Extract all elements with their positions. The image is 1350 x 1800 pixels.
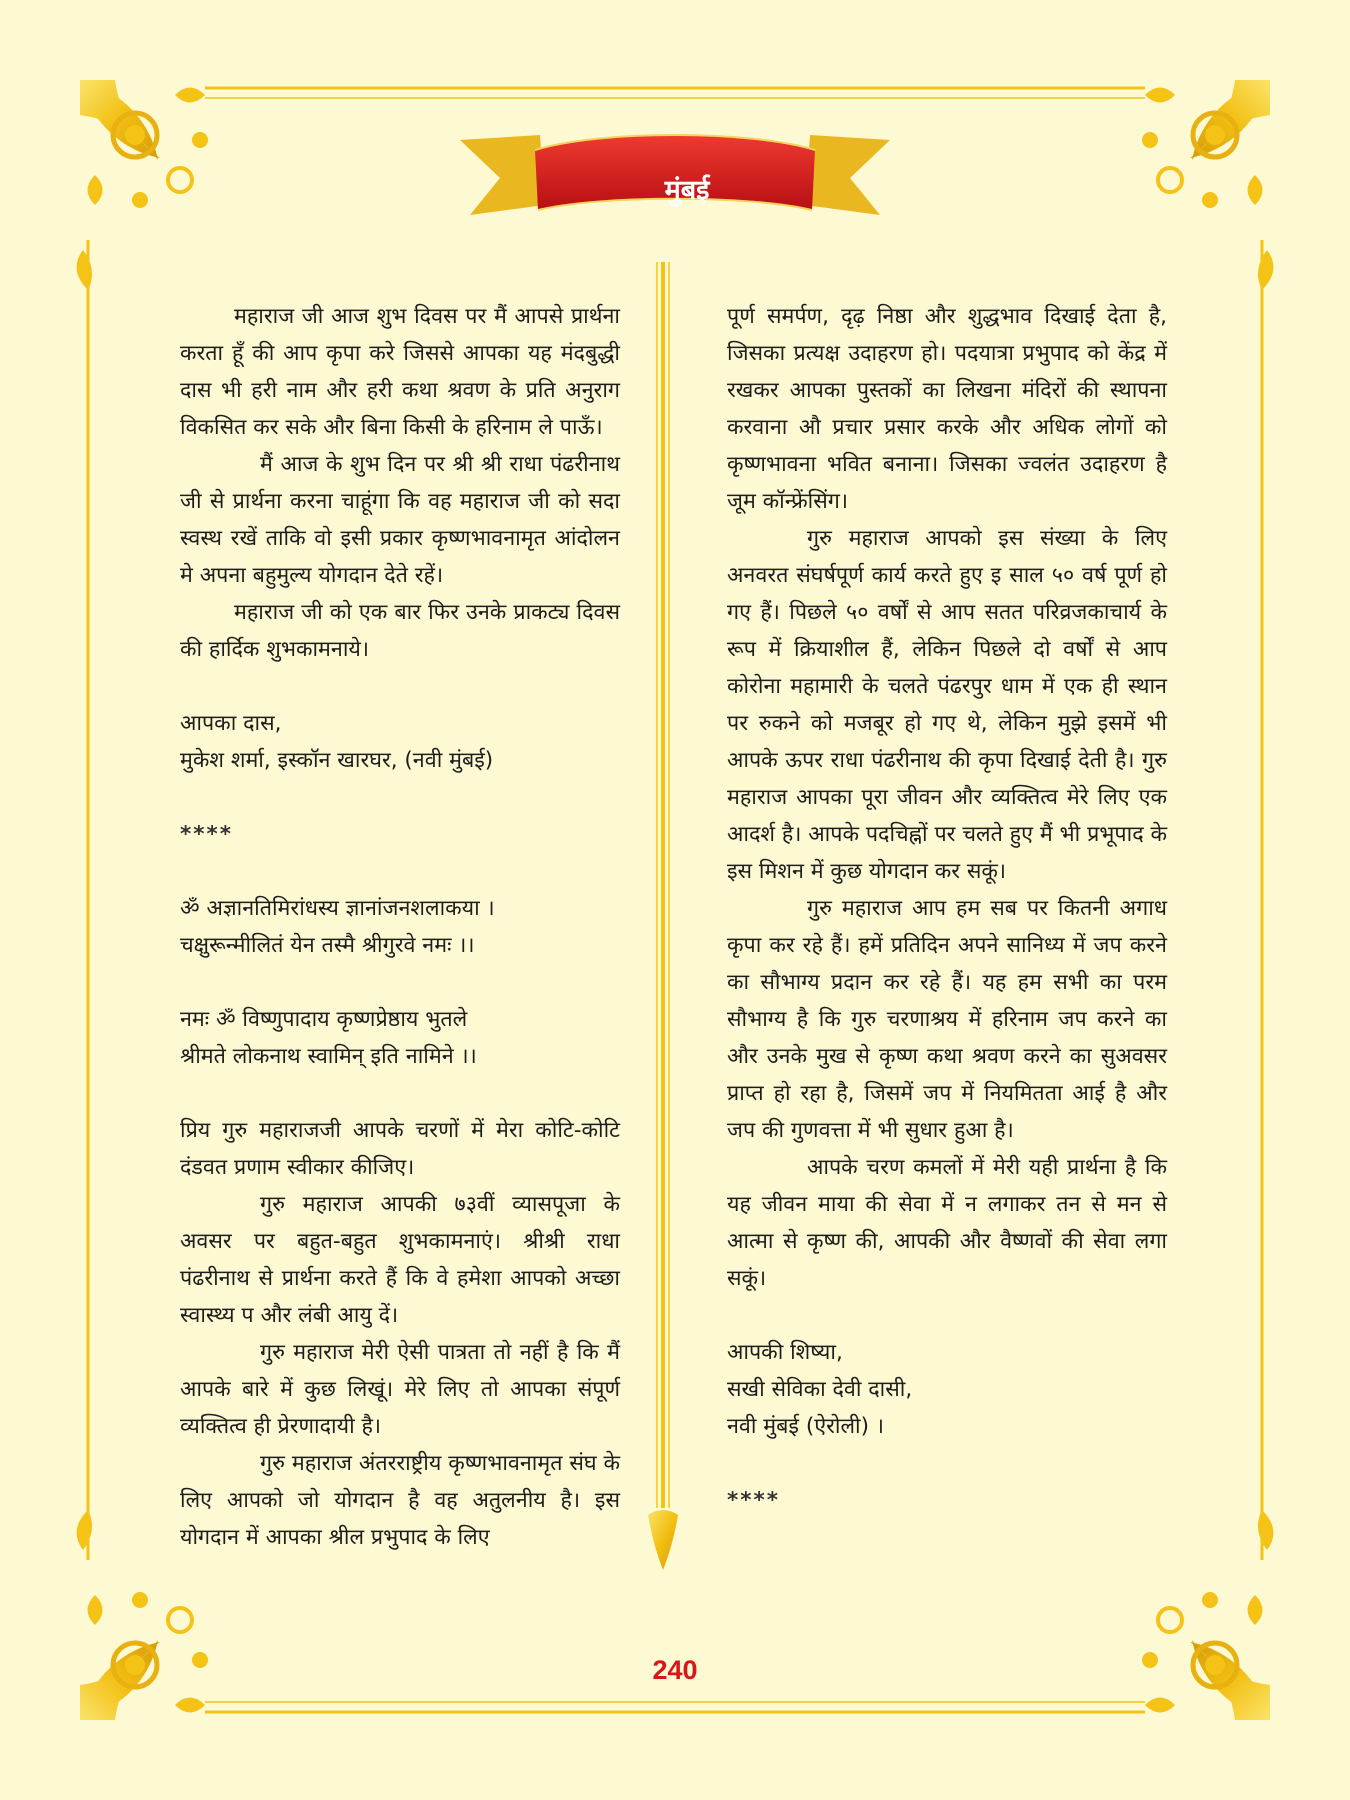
paragraph: गुरु महाराज आपको इस संख्या के लिए अनवरत संघर्षपूर्ण कार्य करते हुए इ साल ५० वर्ष पूर्ण हो गए हैं। पिछले ५० वर्षों से आप सतत परिव्रजकाचार्य के रूप में क्रियाशील हैं, लेकिन पिछले दो वर्षों से आप कोरोना महामारी के चलते पंढरपुर धाम में एक ही स्थान पर रुकने को मजबूर हो गए थे, लेकिन मुझे इसमें भी आपके ऊपर राधा पंढरीनाथ की कृपा दिखाई देती है। गुरु महाराज आपका पूरा जीवन और व्यक्तित्व मेरे लिए एक आदर्श है। आपके पदचिह्नों पर चलते हुए मैं भी प्रभूपाद के इस मिशन में कुछ योगदान कर सकूं।: [727, 526, 1167, 884]
signature: सखी सेविका देवी दासी,: [727, 1377, 913, 1402]
corner-ornament-bottom-left: [80, 1592, 208, 1720]
paragraph: मैं आज के शुभ दिन पर श्री श्री राधा पंढरीनाथ जी से प्रार्थना करना चाहूंगा कि वह महाराज जी को सदा स्वस्थ रखें ताकि वो इसी प्रकार कृष्णभावनामृत आंदोलन मे अपना बहुमुल्य योगदान देते रहें।: [180, 452, 620, 588]
paragraph: आपके चरण कमलों में मेरी यही प्रार्थना है कि यह जीवन माया की सेवा में न लगाकर तन से मन से आत्मा से कृष्ण की, आपकी और वैष्णवों की सेवा लगा सकूं।: [727, 1155, 1167, 1291]
paragraph: पूर्ण समर्पण, दृढ़ निष्ठा और शुद्धभाव दिखाई देता है, जिसका प्रत्यक्ष उदाहरण हो। पदयात्रा प्रभुपाद को केंद्र में रखकर आपका पुस्तकों का लिखना मंदिरों की स्थापना करवाना औ प्रचार प्रसार करके और अधिक लोगों को कृष्णभावना भवित बनाना। जिसका ज्वलंत उदाहरण है जूम कॉन्फ्रेंसिंग।: [727, 304, 1167, 514]
signoff: आपकी शिष्या,: [727, 1340, 843, 1365]
section-separator: ****: [727, 1488, 780, 1513]
corner-ornament-top-right: [1142, 80, 1270, 208]
paragraph: प्रिय गुरु महाराजजी आपके चरणों में मेरा कोटि-कोटि दंडवत प्रणाम स्वीकार कीजिए।: [180, 1118, 620, 1180]
paragraph: महाराज जी को एक बार फिर उनके प्राकट्य दिवस की हार्दिक शुभकामनाये।: [180, 600, 620, 662]
page-title: मुंबई: [664, 175, 710, 206]
paragraph: गुरु महाराज आपकी ७३वीं व्यासपूजा के अवसर पर बहुत-बहुत शुभकामनाएं। श्रीश्री राधा पंढरीनाथ से प्रार्थना करते हैं कि वे हमेशा आपको अच्छा स्वास्थ्य प और लंबी आयु दें।: [180, 1192, 620, 1328]
signoff: आपका दास,: [180, 711, 282, 736]
right-column: [727, 298, 1167, 1519]
corner-ornament-bottom-right: [1142, 1592, 1270, 1720]
left-column: [180, 298, 620, 1556]
paragraph: महाराज जी आज शुभ दिवस पर मैं आपसे प्रार्थना करता हूँ की आप कृपा करे जिससे आपका यह मंदबुद्धी दास भी हरी नाम और हरी कथा श्रवण के प्रति अनुराग विकसित कर सके और बिना किसी के हरिनाम ले पाऊँ।: [180, 304, 620, 440]
signature: नवी मुंबई (ऐरोली) ।: [727, 1414, 884, 1439]
verse-line: ॐ अज्ञानतिमिरांधस्य ज्ञानांजनशलाकया ।: [180, 896, 495, 921]
verse-line: चक्षुरून्मीलितं येन तस्मै श्रीगुरवे नमः ।।: [180, 933, 475, 958]
page-number: 240: [652, 1655, 698, 1685]
section-separator: ****: [180, 822, 233, 847]
paragraph: गुरु महाराज अंतरराष्ट्रीय कृष्णभावनामृत संघ के लिए आपको जो योगदान है वह अतुलनीय है। इस योगदान में आपका श्रील प्रभुपाद के लिए: [180, 1451, 620, 1550]
paragraph: गुरु महाराज मेरी ऐसी पात्रता तो नहीं है कि मैं आपके बारे में कुछ लिखूं। मेरे लिए तो आपका संपूर्ण व्यक्तित्व ही प्रेरणादायी है।: [180, 1340, 620, 1439]
signature: मुकेश शर्मा, इस्कॉन खारघर, (नवी मुंबई): [180, 748, 494, 773]
corner-ornament-top-left: [80, 80, 208, 208]
verse-line: नमः ॐ विष्णुपादाय कृष्णप्रेष्ठाय भुतले: [180, 1007, 468, 1032]
verse-line: श्रीमते लोकनाथ स्वामिन् इति नामिने ।।: [180, 1044, 477, 1069]
paragraph: गुरु महाराज आप हम सब पर कितनी अगाध कृपा कर रहे हैं। हमें प्रतिदिन अपने सानिध्य में जप करने का सौभाग्य प्रदान कर रहे हैं। यह हम सभी का परम सौभाग्य है कि गुरु चरणाश्रय में हरिनाम जप करने का और उनके मुख से कृष्ण कथा श्रवण करने का सुअवसर प्राप्त हो रहा है, जिसमें जप में नियमितता आई है और जप की गुणवत्ता में भी सुधार हुआ है।: [727, 896, 1167, 1143]
